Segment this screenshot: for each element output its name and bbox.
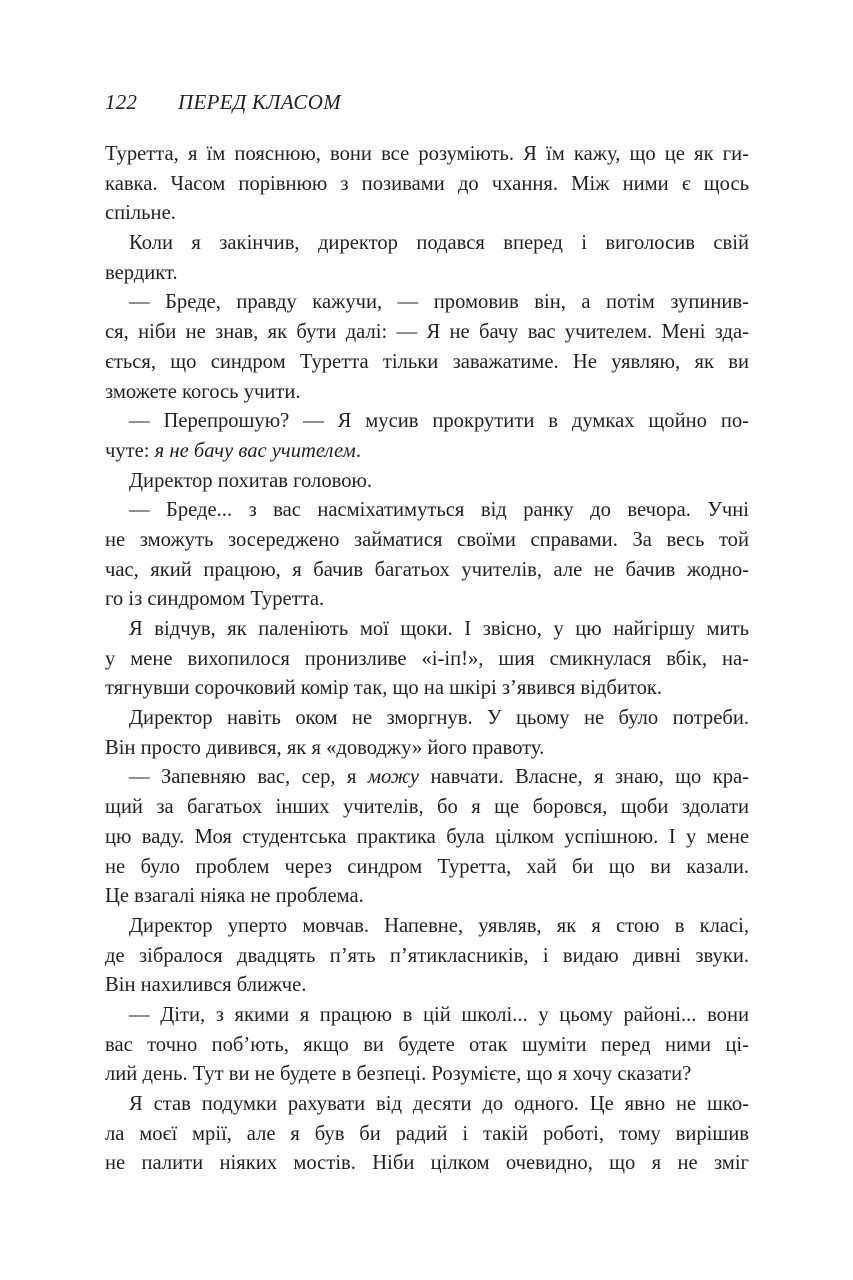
text-line: ється, що синдром Туретта тільки заважатиме. Не уявляю, як ви [105, 350, 749, 373]
text-line: щий за багатьох інших учителів, бо я ще боровся, щоби здолати [105, 796, 749, 819]
page-number: 122 [105, 90, 138, 114]
text-line: кавка. Часом порівнюю з позивами до чхання. Між ними є щось [105, 172, 749, 195]
text-line: цю ваду. Моя студентська практика була цілком успішною. І у мене [105, 825, 749, 848]
text-line: не палити ніяких мостів. Ніби цілком очевидно, що я не зміг [105, 1152, 749, 1175]
text-line: — Бреде, правду кажучи, — промовив він, а потім зупинив- [129, 291, 749, 314]
text-line: вердикт. [105, 261, 178, 284]
text-line: не було проблем через синдром Туретта, хай би що ви казали. [105, 855, 749, 878]
emphasis-text: я не бачу вас учителем [154, 439, 356, 462]
text-line: Він просто дивився, як я «доводжу» його правоту. [105, 736, 545, 759]
text-line: у мене вихопилося пронизливе «і-іп!», шия смикнулася вбік, на- [105, 647, 749, 670]
text-line: Туретта, я їм пояснюю, вони все розуміють. Я їм кажу, що це як ги- [105, 143, 749, 165]
text-line: лий день. Тут ви не будете в безпеці. Розумієте, що я хочу сказати? [105, 1063, 692, 1086]
text-line: — Запевняю вас, сер, я можу навчати. Власне, я знаю, що кра- [129, 766, 749, 789]
text-line: Директор похитав головою. [129, 469, 373, 492]
chapter-title: ПЕРЕД КЛАСОМ [178, 90, 341, 114]
text-line: де зібралося двадцять п’ять п’ятикласників, і видаю дивні звуки. [105, 944, 749, 967]
text-line: Директор навіть оком не зморгнув. У цьому не було потреби. [129, 707, 749, 730]
text-line: не зможуть зосереджено займатися своїми справами. За весь той [105, 528, 749, 551]
text-line: — Перепрошую? — Я мусив прокрутити в думках щойно по- [129, 410, 749, 433]
body-text [105, 140, 749, 1179]
text-line: — Діти, з якими я працюю в цій школі... у цьому районі... вони [129, 1003, 749, 1026]
text-line: тягнувши сорочковий комір так, що на шкірі з’явився відбиток. [105, 677, 663, 700]
text-line: го із синдромом Туретта. [105, 588, 325, 611]
text-line: — Бреде... з вас насміхатимуться від ранку до вечора. Учні [129, 499, 749, 522]
text-line: ла моєї мрії, але я був би радий і такій роботі, тому вирішив [105, 1122, 749, 1145]
text-line: ся, ніби не знав, як бути далі: — Я не бачу вас учителем. Мені зда- [105, 321, 749, 344]
text-line: Це взагалі ніяка не проблема. [105, 885, 364, 908]
text-line: зможете когось учити. [105, 380, 301, 403]
text-line: Коли я закінчив, директор подався вперед і виголосив свій [129, 232, 749, 255]
emphasis-text: можу [367, 766, 420, 789]
text-line: Директор уперто мовчав. Напевне, уявляв, як я стою в класі, [129, 914, 749, 937]
running-head [105, 89, 341, 115]
text-line: вас точно поб’ють, якщо ви будете отак шуміти перед ними ці- [105, 1033, 749, 1056]
text-line: Я став подумки рахувати від десяти до одного. Це явно не шко- [129, 1093, 749, 1115]
text-line: Я відчув, як паленіють мої щоки. І звісно, у цю найгіршу мить [129, 618, 749, 640]
text-line: чуте: я не бачу вас учителем. [105, 439, 361, 462]
text-line: час, який працюю, я бачив багатьох учителів, але не бачив жодно- [105, 558, 749, 581]
text-line: спільне. [105, 202, 176, 225]
text-line: Він нахилився ближче. [105, 974, 307, 997]
